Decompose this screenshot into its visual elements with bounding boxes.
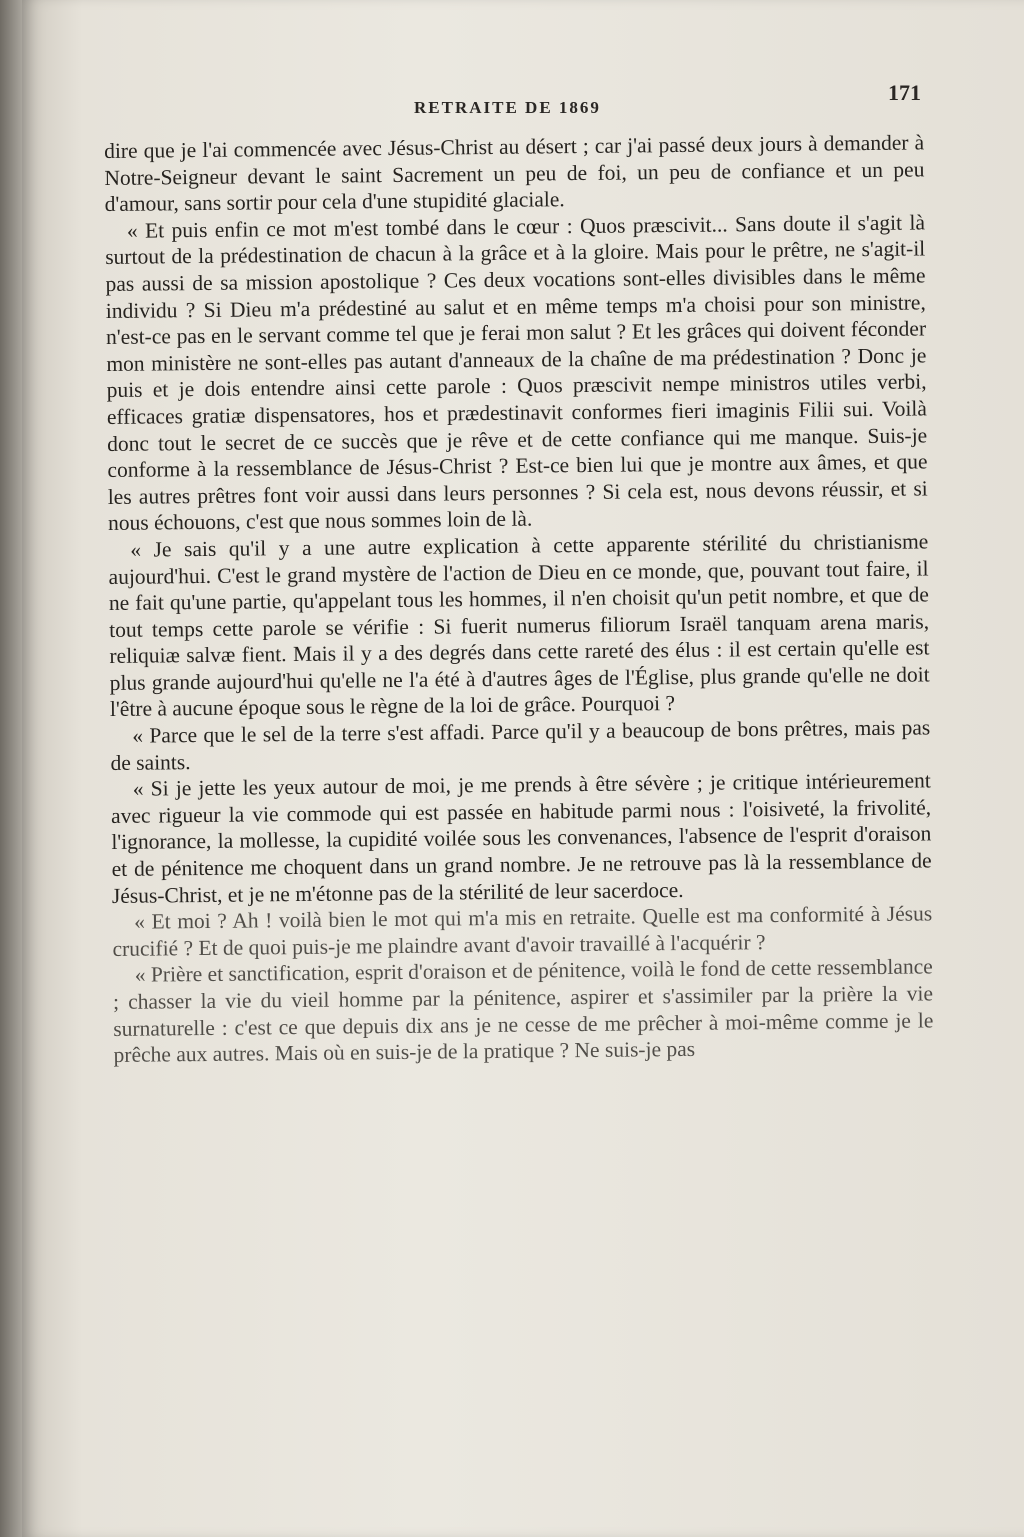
- paragraph-continuation: dire que je l'ai commencée avec Jésus-Christ au désert ; car j'ai passé deux jours à demander à Notre-Seigneur devant le saint Sacrement un peu de foi, un peu de confiance et un peu d'amour, sans sortir pour cela d'une stupidité glaciale.: [104, 130, 925, 217]
- book-page: [22, 0, 1024, 1537]
- page-number: 171: [888, 80, 921, 105]
- book-gutter: [0, 0, 22, 1537]
- paragraph: « Et puis enfin ce mot m'est tombé dans le cœur : Quos præscivit... Sans doute il s'agit là surtout de la prédestination de chacun à la grâce et à la gloire. Mais pour le prêtre, ne s'agit-il pas aussi de sa mission apostolique ? Ces deux vocations sont-elles divisibles dans le même individu ? Si Dieu m'a prédestiné au salut et en même temps m'a choisi pour son ministre, n'est-ce pas en le servant comme tel que je ferai mon salut ? Et les grâces qui doivent féconder mon ministère ne sont-elles pas autant d'anneaux de la chaîne de ma prédestination ? Donc je puis et je dois entendre ainsi cette parole : Quos præscivit nempe ministros utiles verbi, efficaces gratiæ dispensatores, hos et prædestinavit conformes fieri imaginis Filii sui. Voilà donc tout le secret de ce succès que je rêve et de cette confiance qui me manque. Suis-je conforme à la ressemblance de Jésus-Christ ? Est-ce bien lui que je montre aux âmes, et que les autres prêtres font voir aussi dans leurs personnes ? Si cela est, nous devons réussir, et si nous échouons, c'est que nous sommes loin de là.: [105, 210, 928, 536]
- paragraph: « Prière et sanctification, esprit d'oraison et de pénitence, voilà le fond de cette ressemblance ; chasser la vie du vieil homme par la pénitence, aspirer et s'assimiler par la prière la vie surnaturelle : c'est ce que depuis dix ans je ne cesse de me prêcher à moi-même comme je le prêche aux autres. Mais où en suis-je de la pratique ? Ne suis-je pas: [112, 954, 934, 1068]
- body-text: [104, 129, 934, 1068]
- paragraph: « Si je jette les yeux autour de moi, je me prends à être sévère ; je critique intérieurement avec rigueur la vie commode qui est passée en habitude parmi nous : l'oisiveté, la frivolité, l'ignorance, la mollesse, la cupidité voilée sous les convenances, l'absence de l'esprit d'oraison et de pénitence me choquent dans un grand nombre. Je ne retrouve pas là la ressemblance de Jésus-Christ, et je ne m'étonne pas de la stérilité de leur sacerdoce.: [110, 768, 932, 908]
- paragraph: « Parce que le sel de la terre s'est affadi. Parce qu'il y a beaucoup de bons prêtres, mais pas de saints.: [110, 715, 931, 775]
- paragraph: « Et moi ? Ah ! voilà bien le mot qui m'a mis en retraite. Quelle est ma conformité à Jésus crucifié ? Et de quoi puis-je me plaindre avant d'avoir travaillé à l'acquérir ?: [112, 901, 933, 961]
- paragraph: « Je sais qu'il y a une autre explication à cette apparente stérilité du christianisme aujourd'hui. C'est le grand mystère de l'action de Dieu en ce monde, que, pouvant tout faire, il ne fait qu'une partie, qu'appelant tous les hommes, il n'en choisit qu'un petit nombre, et que de tout temps cette parole se vérifie : Si fuerit numerus filiorum Israël tanquam arena maris, reliquiæ salvæ fient. Mais il y a des degrés dans cette rareté des élus : il est certain qu'elle est plus grande aujourd'hui qu'elle ne l'a été à d'autres âges de l'Église, plus grande qu'elle ne doit l'être à aucune époque sous le règne de la loi de grâce. Pourquoi ?: [108, 529, 930, 722]
- running-head: RETRAITE DE 1869: [414, 98, 601, 117]
